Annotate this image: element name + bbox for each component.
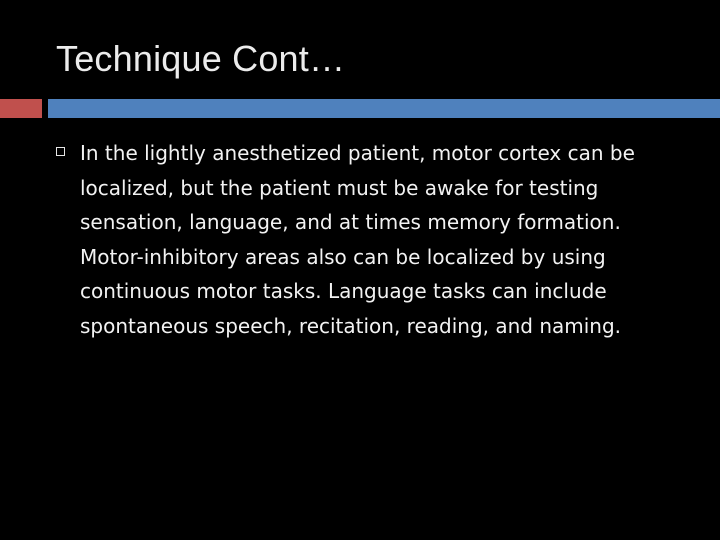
- accent-bar-red-segment: [0, 99, 42, 118]
- title-accent-bar: [0, 99, 720, 118]
- slide-title: Technique Cont…: [56, 38, 346, 79]
- hollow-square-bullet-icon: [56, 147, 65, 156]
- bullet-list: [56, 136, 688, 343]
- bullet-text: In the lightly anesthetized patient, motor cortex can be localized, but the patient must be awake for testing sensation, language, and at times memory formation. Motor-inhibitory areas also can be localized by using continuous motor tasks. Language tasks can include spontaneous speech, recitation, reading, and naming.: [80, 141, 635, 338]
- accent-bar-blue-segment: [48, 99, 720, 118]
